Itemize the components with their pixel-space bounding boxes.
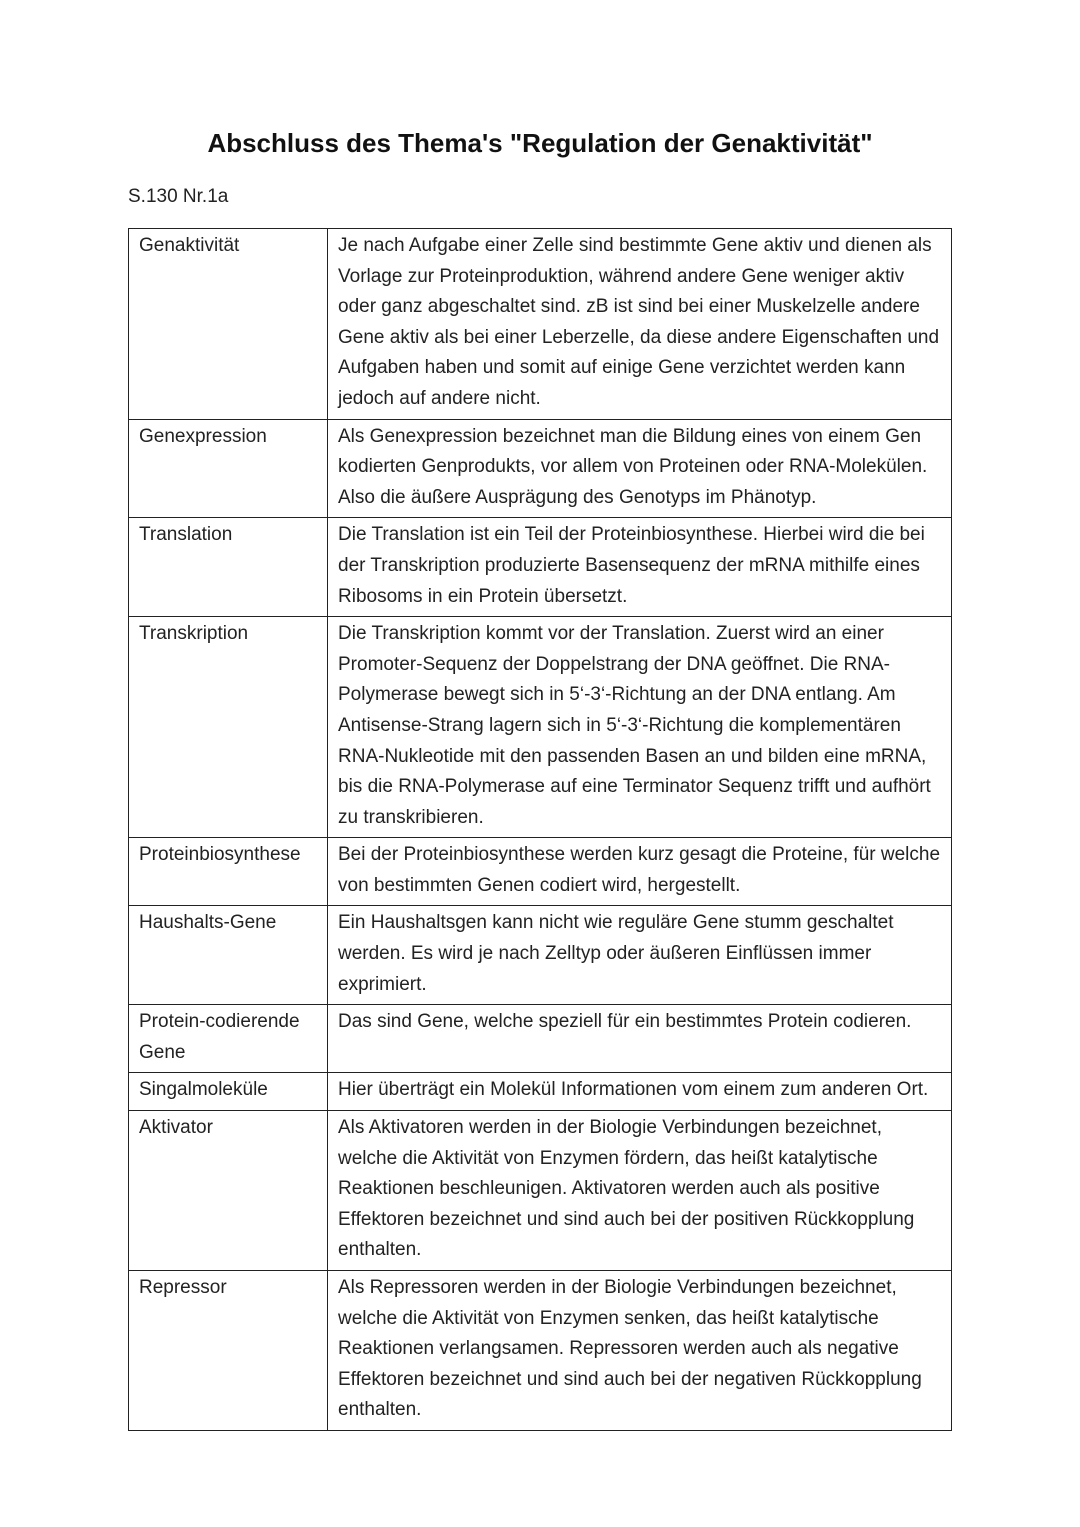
table-row — [129, 1073, 952, 1111]
term-cell: Genexpression — [129, 419, 328, 518]
page-title: Abschluss des Thema's "Regulation der Genaktivität" — [207, 128, 873, 158]
glossary-table — [128, 228, 952, 1431]
definition-cell: Bei der Proteinbiosynthese werden kurz gesagt die Proteine, für welche von bestimmten Genen codiert wird, hergestellt. — [328, 838, 952, 906]
term-cell: Singalmoleküle — [129, 1073, 328, 1111]
table-row — [129, 1111, 952, 1271]
definition-cell: Als Genexpression bezeichnet man die Bildung eines von einem Gen kodierten Genprodukts, vor allem von Proteinen oder RNA-Molekülen. Also die äußere Ausprägung des Genotyps im Phänotyp. — [328, 419, 952, 518]
term-cell: Transkription — [129, 617, 328, 838]
term-cell: Aktivator — [129, 1111, 328, 1271]
table-row — [129, 617, 952, 838]
table-row — [129, 838, 952, 906]
term-cell: Haushalts-Gene — [129, 906, 328, 1005]
definition-cell: Die Transkription kommt vor der Translation. Zuerst wird an einer Promoter-Sequenz der Doppelstrang der DNA geöffnet. Die RNA-Polymerase bewegt sich in 5‘-3‘-Richtung an der DNA entlang. Am Antisense-Strang lagern sich in 5‘-3‘-Richtung die komplementären RNA-Nukleotide mit den passenden Basen an und bilden eine mRNA, bis die RNA-Polymerase auf eine Terminator Sequenz trifft und aufhört zu transkribieren. — [328, 617, 952, 838]
table-row — [129, 229, 952, 420]
definition-cell: Ein Haushaltsgen kann nicht wie reguläre Gene stumm geschaltet werden. Es wird je nach Zelltyp oder äußeren Einflüssen immer exprimiert. — [328, 906, 952, 1005]
table-row — [129, 906, 952, 1005]
table-row — [129, 1005, 952, 1073]
table-row — [129, 1271, 952, 1431]
table-row — [129, 518, 952, 617]
definition-cell: Das sind Gene, welche speziell für ein bestimmtes Protein codieren. — [328, 1005, 952, 1073]
definition-cell: Als Repressoren werden in der Biologie Verbindungen bezeichnet, welche die Aktivität von Enzymen senken, das heißt katalytische Reaktionen verlangsamen. Repressoren werden auch als negative Effektoren bezeichnet und sind auch bei der negativen Rückkopplung enthalten. — [328, 1271, 952, 1431]
definition-cell: Die Translation ist ein Teil der Proteinbiosynthese. Hierbei wird die bei der Transkription produzierte Basensequenz der mRNA mithilfe eines Ribosoms in ein Protein übersetzt. — [328, 518, 952, 617]
table-row — [129, 419, 952, 518]
definition-cell: Hier überträgt ein Molekül Informationen vom einem zum anderen Ort. — [328, 1073, 952, 1111]
term-cell: Translation — [129, 518, 328, 617]
definition-cell: Als Aktivatoren werden in der Biologie Verbindungen bezeichnet, welche die Aktivität von Enzymen fördern, das heißt katalytische Reaktionen beschleunigen. Aktivatoren werden auch als positive Effektoren bezeichnet und sind auch bei der positiven Rückkopplung enthalten. — [328, 1111, 952, 1271]
term-cell: Protein-codierende Gene — [129, 1005, 328, 1073]
exercise-reference: S.130 Nr.1a — [128, 186, 229, 207]
term-cell: Repressor — [129, 1271, 328, 1431]
definition-cell: Je nach Aufgabe einer Zelle sind bestimmte Gene aktiv und dienen als Vorlage zur Proteinproduktion, während andere Gene weniger aktiv oder ganz abgeschaltet sind. zB ist sind bei einer Muskelzelle andere Gene aktiv als bei einer Leberzelle, da diese andere Eigenschaften und Aufgaben haben und somit auf einige Gene verzichtet werden kann jedoch auf andere nicht. — [328, 229, 952, 420]
glossary-table-body — [129, 229, 952, 1431]
term-cell: Proteinbiosynthese — [129, 838, 328, 906]
term-cell: Genaktivität — [129, 229, 328, 420]
